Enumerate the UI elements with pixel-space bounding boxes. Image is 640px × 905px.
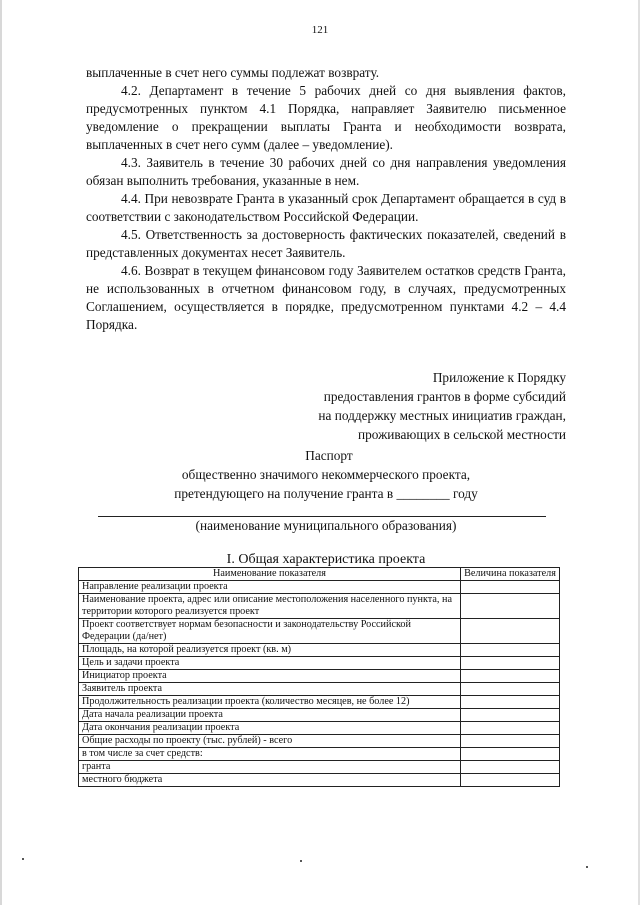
table-row: [79, 594, 560, 619]
section-title: I. Общая характеристика проекта: [226, 552, 426, 567]
scan-speck: [22, 858, 24, 860]
table-row: [79, 657, 560, 670]
paragraph: 4.4. При невозврате Гранта в указанный срок Департамент обращается в суд в соответствии с законодательством Российской Федерации.: [86, 191, 566, 224]
row-label: местного бюджета: [79, 774, 461, 787]
appendix-line: предоставления грантов в форме субсидий: [323, 389, 566, 404]
row-label: Инициатор проекта: [79, 670, 461, 683]
row-label: Наименование проекта, адрес или описание местоположения населенного пункта, на территории которого реализуется проект: [79, 594, 461, 619]
municipality-fill-line: [98, 516, 546, 517]
row-value[interactable]: [461, 761, 560, 774]
table-body: [79, 581, 560, 787]
page-number: 121: [311, 24, 329, 36]
passport-heading: [86, 446, 566, 503]
table-header-row: [79, 568, 560, 581]
row-label: Продолжительность реализации проекта (количество месяцев, не более 12): [79, 696, 461, 709]
table-row: [79, 581, 560, 594]
paragraph: 4.3. Заявитель в течение 30 рабочих дней со дня направления уведомления обязан выполнить требования, указанные в нем.: [86, 155, 566, 188]
row-label: Дата окончания реализации проекта: [79, 722, 461, 735]
row-value[interactable]: [461, 670, 560, 683]
appendix-line: Приложение к Порядку: [432, 370, 566, 385]
row-label: Площадь, на которой реализуется проект (кв. м): [79, 644, 461, 657]
passport-subtitle: общественно значимого некоммерческого проекта,: [181, 467, 471, 482]
appendix-note: [200, 368, 566, 444]
row-label: Общие расходы по проекту (тыс. рублей) - всего: [79, 735, 461, 748]
table-row: [79, 735, 560, 748]
paragraph: выплаченные в счет него суммы подлежат возврату.: [86, 65, 380, 80]
table-row: [79, 774, 560, 787]
scan-speck: [586, 866, 588, 868]
row-label: Заявитель проекта: [79, 683, 461, 696]
table-row: [79, 748, 560, 761]
passport-title: Паспорт: [305, 448, 353, 463]
table-row: [79, 683, 560, 696]
table-row: [79, 696, 560, 709]
row-label: Цель и задачи проекта: [79, 657, 461, 670]
row-value[interactable]: [461, 774, 560, 787]
column-header: Наименование показателя: [79, 568, 461, 581]
paragraph: 4.6. Возврат в текущем финансовом году Заявителем остатков средств Гранта, не использованных в отчетном финансовом году, в случаях, предусмотренных Соглашением, осуществляется в порядке, предусмотренном пунктами 4.2 – 4.4 Порядка.: [86, 263, 566, 332]
appendix-line: проживающих в сельской местности: [358, 427, 566, 442]
table-row: [79, 619, 560, 644]
row-value[interactable]: [461, 644, 560, 657]
row-value[interactable]: [461, 619, 560, 644]
row-label: Проект соответствует нормам безопасности и законодательству Российской Федерации (да/нет): [79, 619, 461, 644]
row-value[interactable]: [461, 581, 560, 594]
paragraph: 4.5. Ответственность за достоверность фактических показателей, сведений в представленных документах несет Заявитель.: [86, 227, 566, 260]
body-text: [86, 64, 566, 334]
row-value[interactable]: [461, 748, 560, 761]
paragraph: 4.2. Департамент в течение 5 рабочих дней со дня выявления фактов, предусмотренных пунктом 4.1 Порядка, направляет Заявителю письменное уведомление о прекращении выплаты Гранта и необходимости возврата, выплаченных в счет него сумм (далее – уведомление).: [86, 83, 566, 152]
passport-subtitle: претендующего на получение гранта в ________ году: [174, 486, 478, 501]
table-row: [79, 644, 560, 657]
table-row: [79, 670, 560, 683]
row-value[interactable]: [461, 735, 560, 748]
row-value[interactable]: [461, 709, 560, 722]
scan-speck: [300, 860, 302, 862]
row-value[interactable]: [461, 683, 560, 696]
table-row: [79, 722, 560, 735]
scan-edge: [0, 0, 2, 905]
row-label: Дата начала реализации проекта: [79, 709, 461, 722]
table-row: [79, 761, 560, 774]
row-value[interactable]: [461, 594, 560, 619]
row-label: в том числе за счет средств:: [79, 748, 461, 761]
table-row: [79, 709, 560, 722]
appendix-line: на поддержку местных инициатив граждан,: [318, 408, 566, 423]
column-header: Величина показателя: [461, 568, 560, 581]
project-characteristics-table: [78, 567, 560, 787]
municipality-caption: (наименование муниципального образования): [195, 518, 457, 533]
row-value[interactable]: [461, 657, 560, 670]
row-label: Направление реализации проекта: [79, 581, 461, 594]
row-value[interactable]: [461, 696, 560, 709]
row-value[interactable]: [461, 722, 560, 735]
row-label: гранта: [79, 761, 461, 774]
